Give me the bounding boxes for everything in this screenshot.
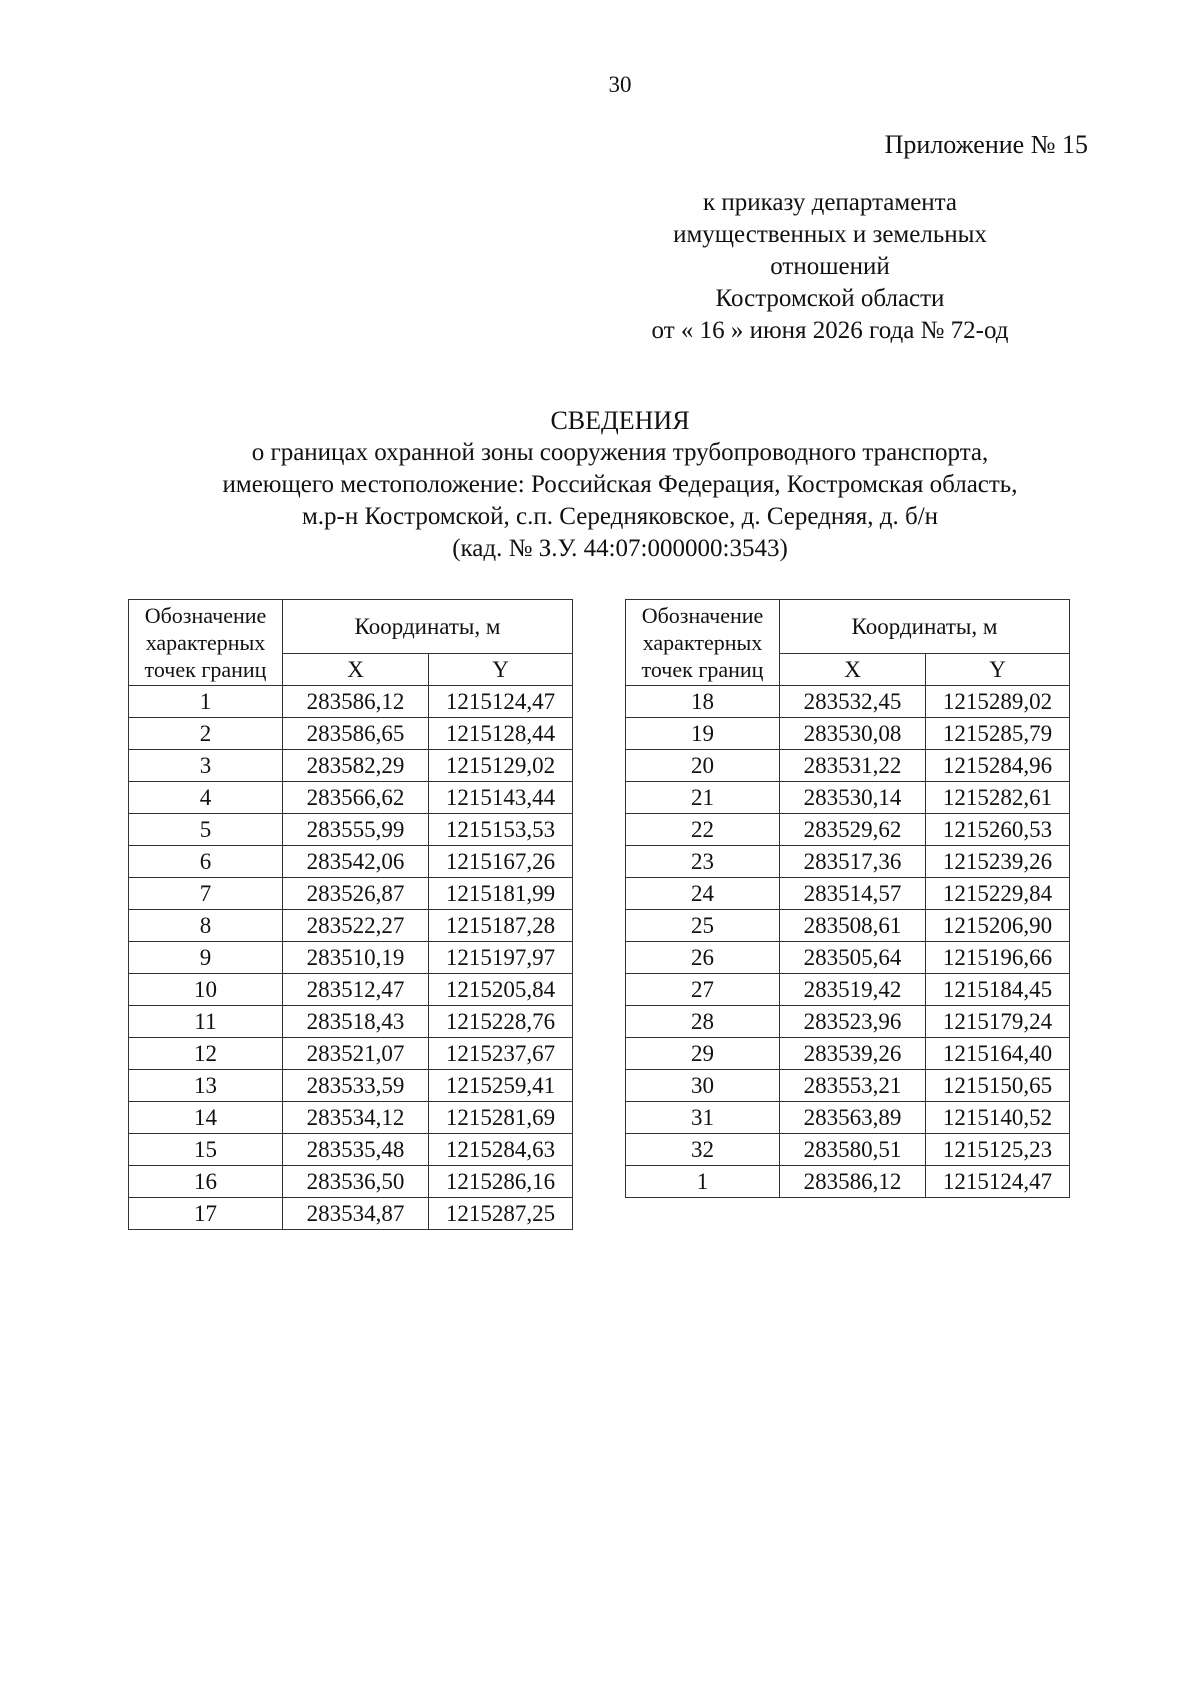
heading-line: м.р-н Костромской, с.п. Середняковское, д. Середняя, д. б/н [301, 503, 939, 530]
coord-x: 283534,87 [283, 1198, 429, 1230]
heading-line: (кад. № З.У. 44:07:000000:3543) [452, 535, 788, 562]
coord-x: 283517,36 [780, 846, 926, 878]
header-points: Обозначение характерных точек границ [129, 600, 283, 686]
coord-x: 283566,62 [283, 782, 429, 814]
point-number: 12 [129, 1038, 283, 1070]
coord-x: 283508,61 [780, 910, 926, 942]
table-row [626, 878, 1070, 910]
coord-y: 1215206,90 [926, 910, 1070, 942]
table-row [626, 846, 1070, 878]
table-row [129, 974, 573, 1006]
appendix-title: Приложение № 15 [884, 130, 1088, 159]
point-number: 8 [129, 910, 283, 942]
coord-y: 1215128,44 [429, 718, 573, 750]
coord-y: 1215259,41 [429, 1070, 573, 1102]
point-number: 21 [626, 782, 780, 814]
header-x: X [283, 654, 429, 686]
point-number: 10 [129, 974, 283, 1006]
point-number: 18 [626, 686, 780, 718]
table-row [129, 1198, 573, 1230]
coord-y: 1215124,47 [429, 686, 573, 718]
point-number: 3 [129, 750, 283, 782]
table-row [129, 814, 573, 846]
heading-line: имеющего местоположение: Российская Федерация, Костромская область, [222, 471, 1018, 498]
point-number: 30 [626, 1070, 780, 1102]
coord-y: 1215205,84 [429, 974, 573, 1006]
coord-y: 1215281,69 [429, 1102, 573, 1134]
point-number: 13 [129, 1070, 283, 1102]
table-row [129, 846, 573, 878]
coord-x: 283539,26 [780, 1038, 926, 1070]
coord-x: 283510,19 [283, 942, 429, 974]
coord-y: 1215140,52 [926, 1102, 1070, 1134]
order-line: Костромской области [715, 285, 945, 312]
table-row [129, 782, 573, 814]
coord-x: 283582,29 [283, 750, 429, 782]
table-row [129, 1102, 573, 1134]
point-number: 9 [129, 942, 283, 974]
page-number: 30 [608, 72, 632, 97]
order-line: имущественных и земельных [673, 221, 987, 248]
table-row [626, 686, 1070, 718]
table-row [626, 1006, 1070, 1038]
coord-y: 1215184,45 [926, 974, 1070, 1006]
coord-x: 283586,12 [283, 686, 429, 718]
point-number: 7 [129, 878, 283, 910]
point-number: 14 [129, 1102, 283, 1134]
table-row [626, 814, 1070, 846]
order-reference [570, 187, 1090, 347]
coord-x: 283535,48 [283, 1134, 429, 1166]
coord-x: 283586,12 [780, 1166, 926, 1198]
order-line: отношений [770, 253, 890, 280]
coord-x: 283526,87 [283, 878, 429, 910]
coord-y: 1215237,67 [429, 1038, 573, 1070]
coord-y: 1215197,97 [429, 942, 573, 974]
table-row [129, 1006, 573, 1038]
coord-y: 1215179,24 [926, 1006, 1070, 1038]
coord-y: 1215286,16 [429, 1166, 573, 1198]
table-row [626, 750, 1070, 782]
coord-x: 283530,14 [780, 782, 926, 814]
point-number: 24 [626, 878, 780, 910]
coord-x: 283553,21 [780, 1070, 926, 1102]
document-heading [100, 405, 1140, 565]
point-number: 29 [626, 1038, 780, 1070]
order-line: к приказу департамента [702, 189, 958, 216]
coord-y: 1215284,63 [429, 1134, 573, 1166]
point-number: 22 [626, 814, 780, 846]
heading-title: СВЕДЕНИЯ [550, 406, 690, 435]
point-number: 16 [129, 1166, 283, 1198]
coord-y: 1215284,96 [926, 750, 1070, 782]
table-row [129, 1038, 573, 1070]
coord-x: 283542,06 [283, 846, 429, 878]
table-row [626, 1102, 1070, 1134]
coord-x: 283586,65 [283, 718, 429, 750]
coord-y: 1215181,99 [429, 878, 573, 910]
point-number: 1 [626, 1166, 780, 1198]
coord-x: 283580,51 [780, 1134, 926, 1166]
coord-x: 283505,64 [780, 942, 926, 974]
point-number: 19 [626, 718, 780, 750]
table-row [129, 1134, 573, 1166]
coord-x: 283518,43 [283, 1006, 429, 1038]
table-row [129, 750, 573, 782]
coord-y: 1215228,76 [429, 1006, 573, 1038]
point-number: 32 [626, 1134, 780, 1166]
table-row [626, 910, 1070, 942]
table-row [129, 686, 573, 718]
point-number: 23 [626, 846, 780, 878]
coord-y: 1215164,40 [926, 1038, 1070, 1070]
coordinates-table-left [128, 599, 573, 1230]
point-number: 11 [129, 1006, 283, 1038]
header-x: X [780, 654, 926, 686]
coord-y: 1215153,53 [429, 814, 573, 846]
coord-y: 1215150,65 [926, 1070, 1070, 1102]
header-y: Y [429, 654, 573, 686]
table-row [626, 1134, 1070, 1166]
point-number: 6 [129, 846, 283, 878]
coord-y: 1215229,84 [926, 878, 1070, 910]
coord-x: 283563,89 [780, 1102, 926, 1134]
point-number: 4 [129, 782, 283, 814]
coord-y: 1215187,28 [429, 910, 573, 942]
coord-x: 283512,47 [283, 974, 429, 1006]
coord-x: 283533,59 [283, 1070, 429, 1102]
table-row [626, 1070, 1070, 1102]
table-row [626, 718, 1070, 750]
coord-x: 283519,42 [780, 974, 926, 1006]
point-number: 28 [626, 1006, 780, 1038]
coord-y: 1215285,79 [926, 718, 1070, 750]
coord-y: 1215289,02 [926, 686, 1070, 718]
table-row [626, 1166, 1070, 1198]
coord-y: 1215143,44 [429, 782, 573, 814]
table-row [129, 1166, 573, 1198]
coord-y: 1215282,61 [926, 782, 1070, 814]
coord-y: 1215287,25 [429, 1198, 573, 1230]
header-coordinates: Координаты, м [780, 600, 1070, 654]
table-row [129, 718, 573, 750]
table-row [129, 942, 573, 974]
header-points: Обозначение характерных точек границ [626, 600, 780, 686]
coord-x: 283529,62 [780, 814, 926, 846]
table-row [626, 1038, 1070, 1070]
point-number: 20 [626, 750, 780, 782]
coord-y: 1215167,26 [429, 846, 573, 878]
coord-x: 283555,99 [283, 814, 429, 846]
coord-x: 283536,50 [283, 1166, 429, 1198]
header-y: Y [926, 654, 1070, 686]
coord-x: 283532,45 [780, 686, 926, 718]
point-number: 2 [129, 718, 283, 750]
point-number: 1 [129, 686, 283, 718]
coord-y: 1215260,53 [926, 814, 1070, 846]
point-number: 5 [129, 814, 283, 846]
coord-y: 1215129,02 [429, 750, 573, 782]
coord-y: 1215196,66 [926, 942, 1070, 974]
point-number: 27 [626, 974, 780, 1006]
coord-x: 283521,07 [283, 1038, 429, 1070]
table-row [129, 878, 573, 910]
coord-y: 1215125,23 [926, 1134, 1070, 1166]
order-line: от « 16 » июня 2026 года № 72-од [651, 317, 1009, 344]
point-number: 15 [129, 1134, 283, 1166]
coord-x: 283530,08 [780, 718, 926, 750]
point-number: 25 [626, 910, 780, 942]
table-row [626, 974, 1070, 1006]
coord-x: 283523,96 [780, 1006, 926, 1038]
coord-x: 283531,22 [780, 750, 926, 782]
table-row [626, 942, 1070, 974]
coord-x: 283522,27 [283, 910, 429, 942]
coordinates-table-right [625, 599, 1070, 1198]
point-number: 17 [129, 1198, 283, 1230]
coord-x: 283534,12 [283, 1102, 429, 1134]
table-row [626, 782, 1070, 814]
coord-y: 1215124,47 [926, 1166, 1070, 1198]
point-number: 31 [626, 1102, 780, 1134]
point-number: 26 [626, 942, 780, 974]
coord-x: 283514,57 [780, 878, 926, 910]
heading-line: о границах охранной зоны сооружения трубопроводного транспорта, [251, 439, 989, 466]
coord-y: 1215239,26 [926, 846, 1070, 878]
table-row [129, 910, 573, 942]
header-coordinates: Координаты, м [283, 600, 573, 654]
table-row [129, 1070, 573, 1102]
